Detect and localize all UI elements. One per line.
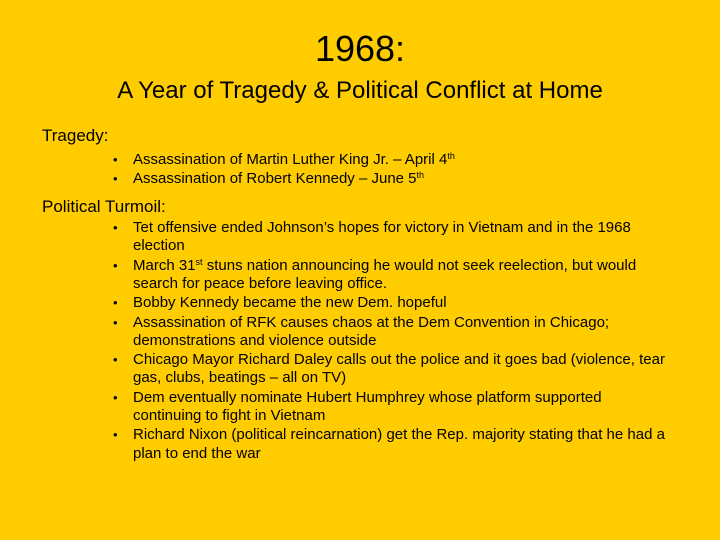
list-item <box>113 389 673 425</box>
bullet-icon: • <box>113 314 118 330</box>
bullet-icon: • <box>113 171 118 187</box>
bullet-icon: • <box>113 427 118 443</box>
bullet-icon: • <box>113 152 118 167</box>
bullet-icon: • <box>113 389 118 405</box>
list-item <box>113 151 673 169</box>
list-item-text-prefix: March 31 <box>133 256 196 274</box>
list-item-text: Tet offensive ended Johnson’s hopes for victory in Vietnam and in the 1968 election <box>133 219 631 255</box>
list-item-text: Chicago Mayor Richard Daley calls out the police and it goes bad (violence, tear gas, clubs, beatings – all on TV) <box>133 351 665 387</box>
list-item <box>113 257 673 293</box>
ordinal-suffix: th <box>416 170 425 181</box>
turmoil-bullet-list <box>113 219 673 464</box>
list-item-text: stuns nation announcing he would not seek reelection, but would search for peace before leaving office. <box>133 256 637 292</box>
list-item <box>113 170 673 188</box>
tragedy-bullet-list <box>113 151 673 190</box>
list-item-text: Dem eventually nominate Hubert Humphrey whose platform supported continuing to fight in Vietnam <box>133 388 602 424</box>
section-heading-political-turmoil: Political Turmoil: <box>42 197 166 216</box>
list-item-text: Assassination of RFK causes chaos at the Dem Convention in Chicago; demonstrations and violence outside <box>133 313 610 349</box>
list-item-text: Assassination of Martin Luther King Jr. – April 4 <box>133 151 448 168</box>
bullet-icon: • <box>113 220 118 235</box>
ordinal-suffix: st <box>195 256 203 267</box>
list-item <box>113 314 673 350</box>
bullet-icon: • <box>113 295 118 311</box>
slide-subtitle: A Year of Tragedy & Political Conflict at Home <box>117 77 603 104</box>
list-item-text: Richard Nixon (political reincarnation) get the Rep. majority stating that he had a plan to end the war <box>133 426 665 462</box>
list-item-text: Bobby Kennedy became the new Dem. hopeful <box>133 294 447 312</box>
bullet-icon: • <box>113 257 118 273</box>
section-heading-tragedy: Tragedy: <box>42 126 109 145</box>
list-item <box>113 351 673 387</box>
list-item <box>113 426 673 462</box>
bullet-icon: • <box>113 352 118 368</box>
list-item <box>113 294 673 312</box>
list-item <box>113 219 673 255</box>
list-item-text: Assassination of Robert Kennedy – June 5 <box>133 170 417 188</box>
ordinal-suffix: th <box>447 151 455 161</box>
slide-title: 1968: <box>314 28 406 69</box>
